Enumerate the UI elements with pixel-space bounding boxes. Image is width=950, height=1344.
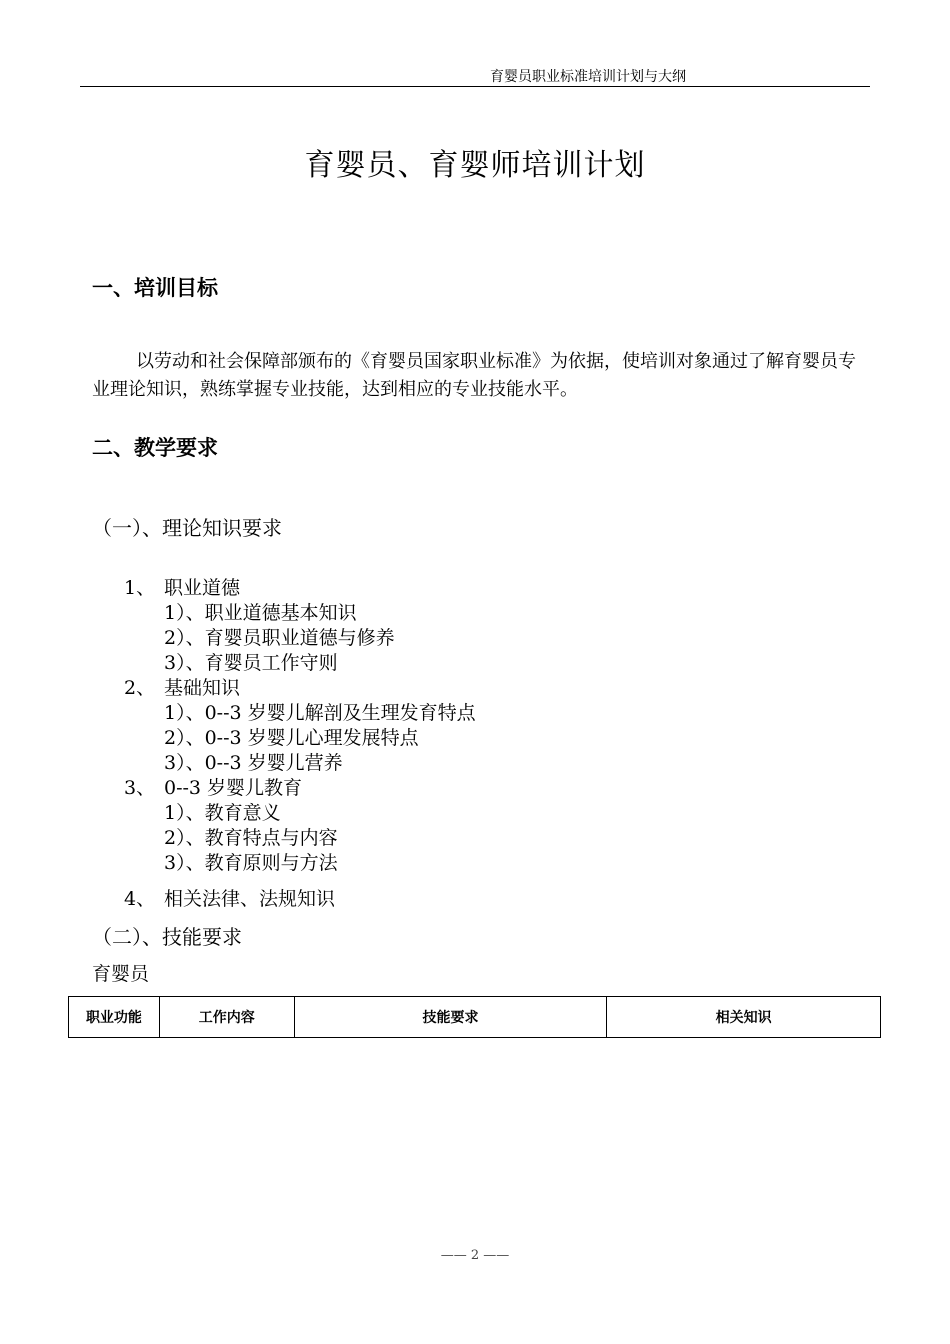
list-subitem: 1）、职业道德基本知识 [164,602,357,624]
list-item [124,673,240,700]
subsection-heading-skills: （二）、技能要求 [92,925,242,949]
header-rule [80,86,870,87]
list-item-label: 0--3 岁婴儿教育 [164,777,303,799]
list-item [124,773,302,800]
list-item-label: 相关法律、法规知识 [164,888,336,910]
list-subitem: 2）、0--3 岁婴儿心理发展特点 [164,727,419,749]
list-subitem: 2）、教育特点与内容 [164,827,338,849]
list-item-number: 2、 [124,677,156,699]
list-item-number: 1、 [124,577,156,599]
section-heading-training-goal: 一、培训目标 [92,276,218,300]
list-subitem: 1）、教育意义 [164,802,281,824]
list-item [124,573,240,600]
list-item-number: 3、 [124,777,156,799]
page-number: —— 2 —— [440,1248,510,1263]
list-subitem: 3）、教育原则与方法 [164,852,338,874]
list-subitem: 1）、0--3 岁婴儿解剖及生理发育特点 [164,702,476,724]
section-heading-teaching-requirements: 二、教学要求 [92,436,218,460]
list-subitem: 3）、0--3 岁婴儿营养 [164,752,343,774]
role-label: 育婴员 [92,963,150,985]
running-header: 育婴员职业标准培训计划与大纲 [490,69,686,85]
list-item-label: 基础知识 [164,677,241,699]
list-subitem: 2）、育婴员职业道德与修养 [164,627,395,649]
table-header-cell: 工作内容 [159,997,294,1038]
list-subitem: 3）、育婴员工作守则 [164,652,338,674]
training-goal-paragraph: 以劳动和社会保障部颁布的《育婴员国家职业标准》为依据，使培训对象通过了解育婴员专业理论知识，熟练掌握专业技能，达到相应的专业技能水平。 [92,351,856,400]
list-item [124,884,335,911]
list-item-label: 职业道德 [164,577,241,599]
list-item-number: 4、 [124,888,156,910]
subsection-heading-theory: （一）、理论知识要求 [92,516,282,540]
table-header-cell: 技能要求 [294,997,607,1038]
table-header-cell: 相关知识 [607,997,881,1038]
table-header-row [69,997,881,1038]
skills-table [68,996,881,1038]
document-title: 育婴员、育婴师培训计划 [304,148,646,183]
table-header-cell: 职业功能 [69,997,160,1038]
